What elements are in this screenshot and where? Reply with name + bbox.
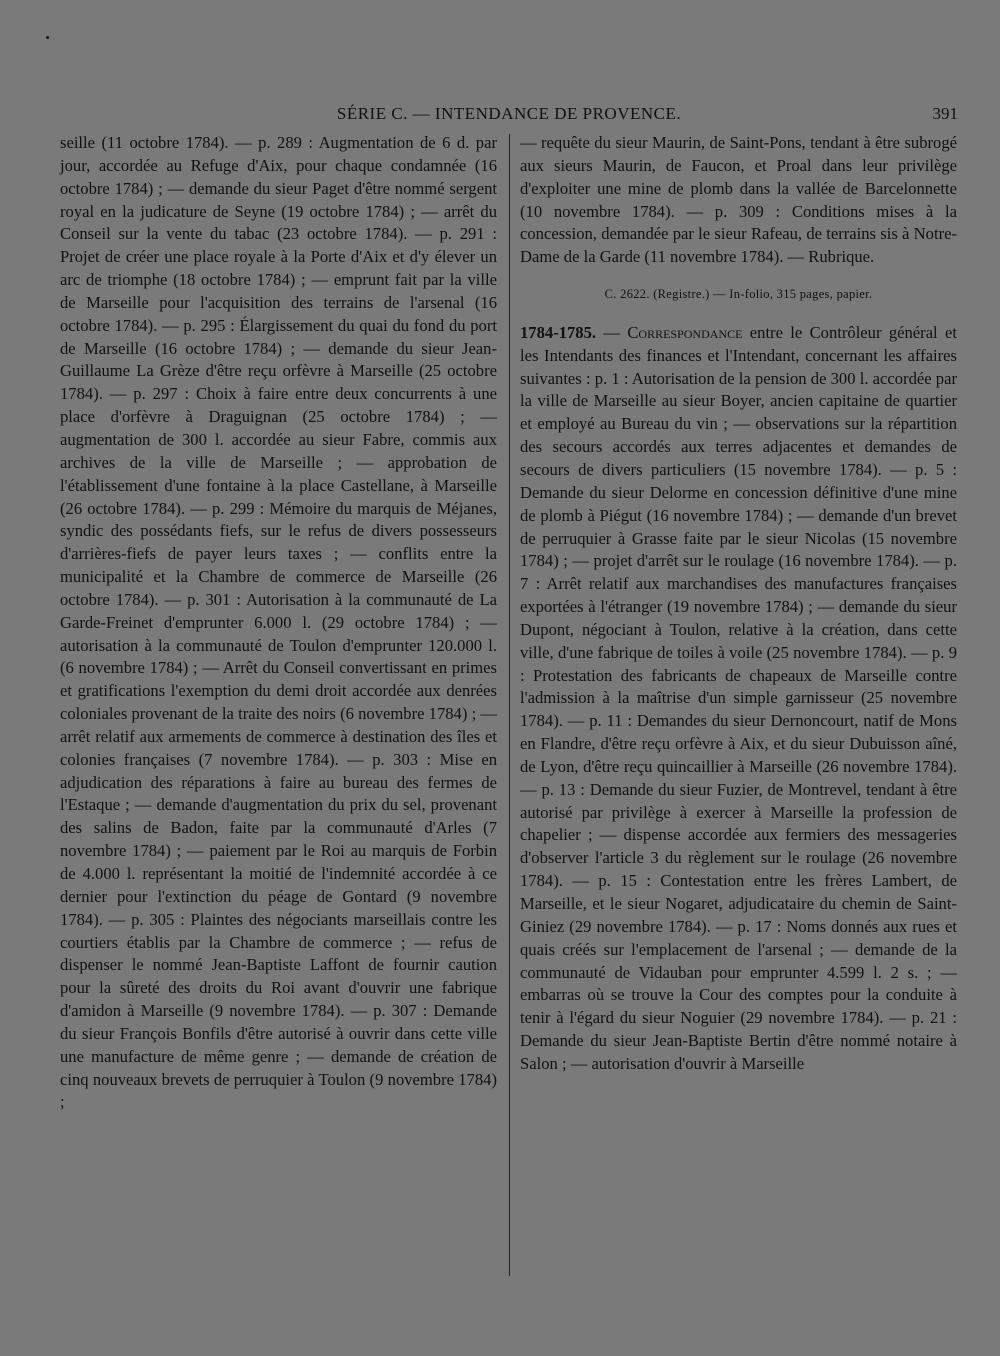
- left-column-text: seille (11 octobre 1784). — p. 289 : Augmentation de 6 d. par jour, accordée au Refuge d'Aix, pour chaque condamnée (16 octobre 1784) ; — demande du sieur Paget d'être nommé sergent royal en la judicature de Seyne (19 octobre 1784) ; — arrêt du Conseil sur la vente du tabac (23 octobre 1784). — p. 291 : Projet de créer une place royale à la Porte d'Aix et d'y élever un arc de triomphe (18 octobre 1784) ; — emprunt fait par la ville de Marseille pour l'acquisition des terrains de l'arsenal (16 octobre 1784). — p. 295 : Élargissement du quai du fond du port de Marseille (16 octobre 1784) ; — demande du sieur Jean-Guillaume La Grèze d'être reçu orfèvre à Marseille (25 octobre 1784). — p. 297 : Choix à faire entre deux concurrents à une place d'orfèvre à Draguignan (25 octobre 1784) ; — augmentation de 300 l. accordée au sieur Fabre, commis aux archives de la ville de Marseille ; — approbation de l'établissement d'une fontaine à la place Castellane, à Marseille (26 octobre 1784). — p. 299 : Mémoire du marquis de Méjanes, syndic des possédants fiefs, sur le refus de divers possesseurs d'arrières-fiefs de payer leurs taxes ; — conflits entre la municipalité et la Chambre de commerce de Marseille (26 octobre 1784). — p. 301 : Autorisation à la communauté de La Garde-Freinet d'emprunter 6.000 l. (29 octobre 1784) ; — autorisation à la communauté de Toulon d'emprunter 120.000 l. (6 novembre 1784) ; — Arrêt du Conseil convertissant en primes et gratifications l'exemption du demi droit accordée aux denrées coloniales provenant de la traite des noirs (6 novembre 1784) ; — arrêt relatif aux armements de commerce à destination des îles et colonies françaises (7 novembre 1784). — p. 303 : Mise en adjudication des réparations à faire au bureau des fermes de l'Estaque ; — demande d'augmentation du prix du sel, provenant des salins de Badon, faite par la communauté d'Arles (7 novembre 1784) ; — paiement par le Roi au marquis de Forbin de 4.000 l. représentant la moitié de l'indemnité accordée à ce dernier pour l'extinction du péage de Gontard (9 novembre 1784). — p. 305 : Plaintes des négociants marseillais contre les courtiers établis par la Chambre de commerce ; — refus de dispenser le nommé Jean-Baptiste Laffont de fournir caution pour la sûreté des droits du Roi avant d'ouvrir une fabrique d'amidon à Marseille (9 novembre 1784). — p. 307 : Demande du sieur François Bonfils d'être autorisé à ouvrir dans cette ville une manufacture de même genre ; — demande de création de cinq nouveaux brevets de perruquier à Toulon (9 novembre 1784) ;: [60, 133, 497, 1112]
- page-number: 391: [932, 104, 958, 123]
- continuation-text: — requête du sieur Maurin, de Saint-Pons, tendant à être subrogé aux sieurs Maurin, de Faucon, et Proal dans leur privilège d'exploiter une mine de plomb dans la vallée de Barcelonnette (10 novembre 1784). — p. 309 : Conditions mises à la concession, demandée par le sieur Rafeau, de terrains sis à Notre-Dame de la Garde (11 novembre 1784). — Rubrique.: [520, 133, 957, 267]
- left-column: [60, 132, 497, 1114]
- entry-dates: 1784-1785.: [520, 322, 597, 342]
- right-column: [520, 132, 957, 1076]
- archive-note: C. 2622. (Registre.) — In-folio, 315 pages, papier.: [604, 287, 873, 302]
- running-title: SÉRIE C. — INTENDANCE DE PROVENCE.: [336, 104, 682, 123]
- column-divider: [509, 134, 510, 1276]
- entry-category: — Correspondance: [603, 322, 743, 342]
- scan-speck: [46, 36, 49, 39]
- entry-paragraph: [520, 322, 957, 1076]
- entry-text: entre le Contrôleur général et les Intendants des finances et l'Intendant, concernant les affaires suivantes : p. 1 : Autorisation de la pension de 300 l. accordée par la ville de Marseille au sieur Boyer, ancien capitaine de quartier et employé au Bureau du vin ; — observations sur la répartition des secours accordés aux terres adjacentes et demandes de secours de divers particuliers (15 novembre 1784). — p. 5 : Demande du sieur Delorme en concession définitive d'une mine de plomb à Piégut (16 novembre 1784) ; — demande d'un brevet de perruquier à Grasse faite par le sieur Nicolas (15 novembre 1784) ; — projet d'arrêt sur le roulage (16 novembre 1784). — p. 7 : Arrêt relatif aux marchandises des manufactures françaises exportées à l'étranger (19 novembre 1784) ; — demande du sieur Dupont, négociant à Toulon, relative à la création, dans cette ville, d'une fabrique de toiles à voile (25 novembre 1784). — p. 9 : Protestation des fabricants de chapeaux de Marseille contre l'admission à la maîtrise d'un simple garnisseur (25 novembre 1784). — p. 11 : Demandes du sieur Dernoncourt, natif de Mons en Flandre, d'être reçu orfèvre à Aix, et du sieur Dubuisson aîné, de Lyon, d'être reçu quincaillier à Marseille (26 novembre 1784). — p. 13 : Demande du sieur Fuzier, de Montrevel, tendant à être autorisé par privilège à exercer à Marseille la profession de chapelier ; — dispense accordée aux fermiers des messageries d'observer l'article 3 du règlement sur le roulage (26 novembre 1784). — p. 15 : Contestation entre les frères Lambert, de Marseille, et le sieur Nogaret, adjudicataire du chemin de Saint-Giniez (29 novembre 1784). — p. 17 : Noms donnés aux rues et quais créés sur l'emplacement de l'arsenal ; — demande de la communauté de Vidauban pour emprunter 4.599 l. 2 s. ; — embarras où se trouve la Cour des comptes pour la conduite à tenir à l'égard du sieur Noguier (29 novembre 1784). — p. 21 : Demande du sieur Jean-Baptiste Bertin d'être nommé notaire à Salon ; — autorisation d'ouvrir à Marseille: [520, 322, 957, 1073]
- page-header: [60, 104, 958, 128]
